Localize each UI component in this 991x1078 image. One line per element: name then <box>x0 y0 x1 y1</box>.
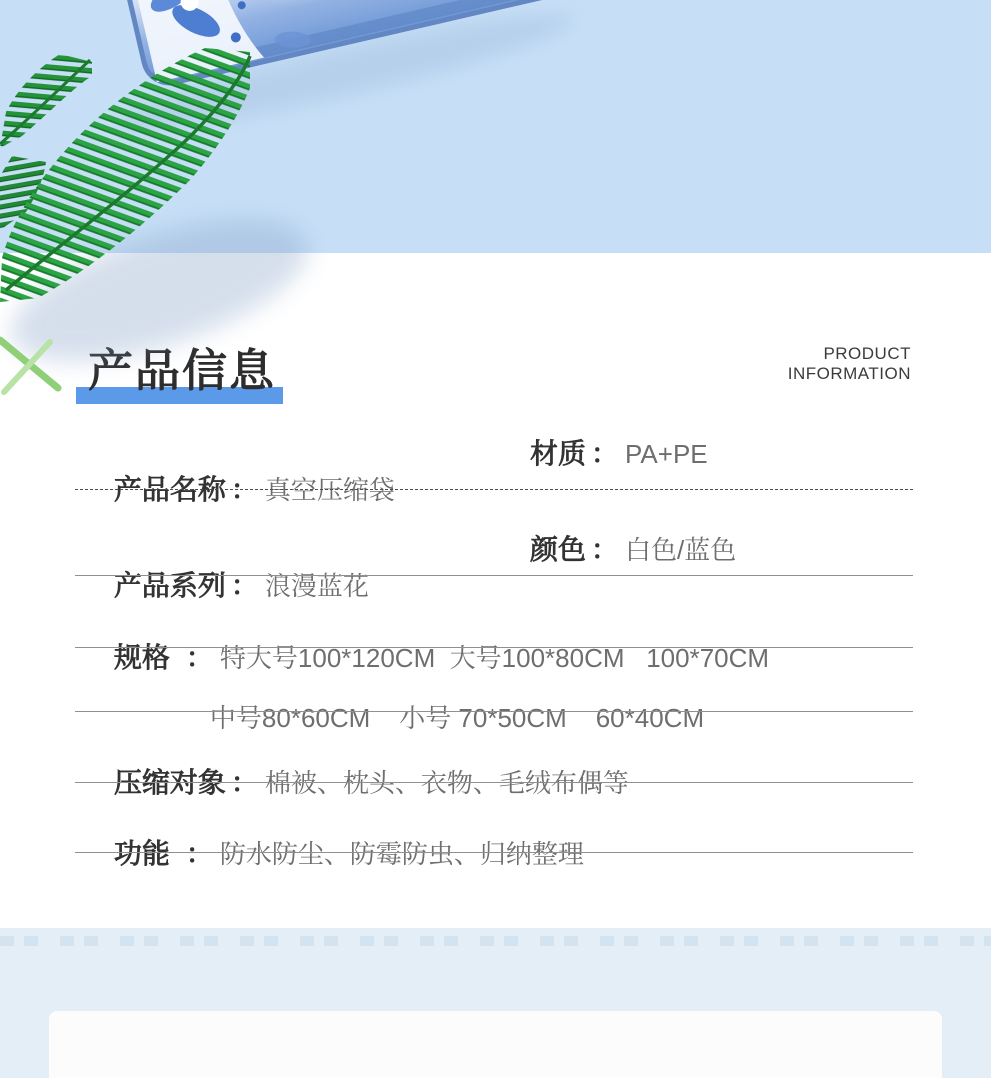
spec-label: 颜色 <box>530 534 587 565</box>
spec-colon: ： <box>591 535 619 565</box>
spec-label: 产品系列 <box>113 570 226 601</box>
row-divider <box>75 711 913 712</box>
spec-label: 压缩对象 <box>113 767 226 798</box>
spec-label: 功能 <box>113 838 170 869</box>
spec-label: 材质 <box>530 438 587 469</box>
row-divider <box>75 575 913 576</box>
spec-value: 真空压缩袋 <box>264 475 395 505</box>
section-title: 产品信息 <box>88 345 277 396</box>
spec-value: 浪漫蓝花 <box>264 571 369 601</box>
spec-value: 特大号100*120CM 大号100*80CM 100*70CM <box>219 643 770 673</box>
spec-label: 产品名称 <box>113 474 226 505</box>
spec-colon: ： <box>230 475 258 505</box>
spec-value: 防水防尘、防霉防虫、归纳整理 <box>219 839 584 869</box>
vacuum-bag-photo <box>0 0 991 253</box>
spec-value: 棉被、枕头、衣物、毛绒布偶等 <box>264 768 629 798</box>
palm-stem <box>4 342 50 392</box>
spec-row-series <box>85 532 915 601</box>
spec-row-compress-target <box>85 729 915 798</box>
spec-colon: ： <box>591 439 619 469</box>
spec-colon: ： <box>185 643 213 673</box>
next-section-card <box>49 1011 942 1078</box>
spec-row-size-2 <box>85 664 991 733</box>
spec-cell-material <box>530 436 708 472</box>
spec-row-function <box>85 800 915 869</box>
row-divider <box>75 782 913 783</box>
spec-colon: ： <box>230 768 258 798</box>
spec-colon: ： <box>230 571 258 601</box>
spec-row-size-1 <box>85 604 915 673</box>
hero-banner <box>0 0 991 253</box>
row-divider <box>75 489 913 490</box>
subtitle-line2: INFORMATION <box>787 364 911 383</box>
row-divider <box>75 852 913 853</box>
spec-colon: ： <box>185 839 213 869</box>
subtitle-line1: PRODUCT <box>823 344 911 363</box>
spec-label: 规格 <box>113 642 170 673</box>
row-divider <box>75 647 913 648</box>
spec-row-product-name <box>85 436 915 505</box>
spec-value: PA+PE <box>625 439 708 469</box>
dash-pattern <box>0 936 991 946</box>
section-subtitle-en <box>788 344 911 384</box>
spec-cell-color <box>530 532 736 568</box>
spec-value: 中号80*60CM 小号 70*50CM 60*40CM <box>209 703 705 733</box>
spec-value: 白色/蓝色 <box>625 535 737 565</box>
palm-stem <box>0 340 58 388</box>
